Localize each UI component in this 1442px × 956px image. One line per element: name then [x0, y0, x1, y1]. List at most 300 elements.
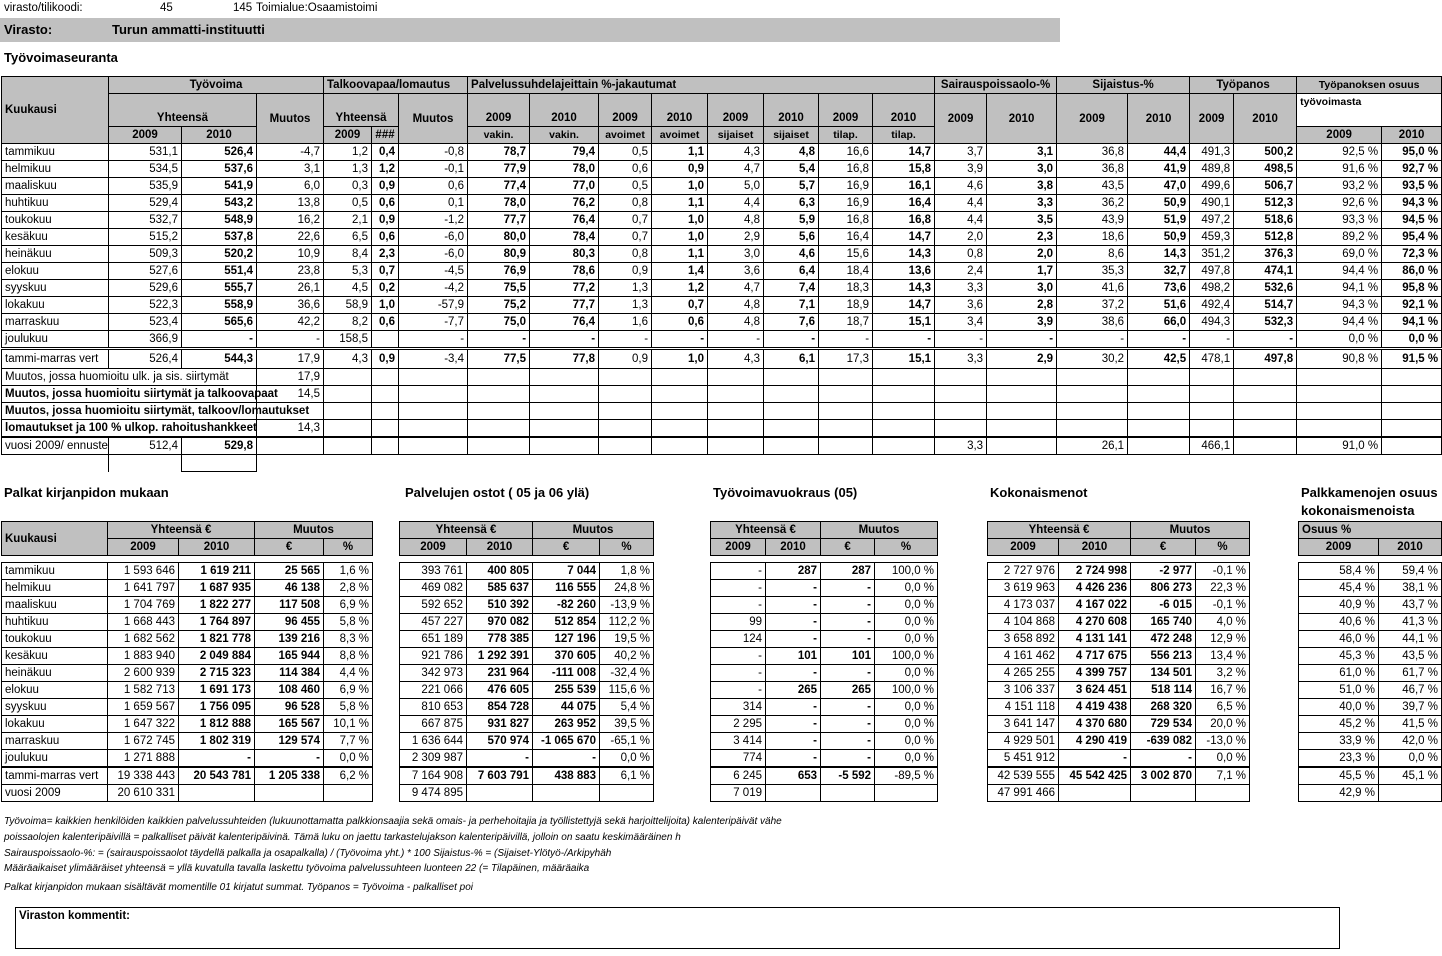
- empty-cell: [1196, 785, 1250, 802]
- year-header: 2009: [599, 94, 652, 127]
- talkoo-muutos-header: Muutos: [399, 94, 468, 144]
- value-cell: 78,0: [530, 161, 599, 178]
- value-cell: 1 636 644: [400, 733, 467, 750]
- value-cell: 541,9: [182, 178, 257, 195]
- month-row: [1299, 597, 1442, 614]
- value-cell: 38,1 %: [1379, 580, 1442, 597]
- value-cell: 4 104 868: [988, 614, 1059, 631]
- value-cell: 16,8: [819, 161, 873, 178]
- month-row: [711, 682, 938, 699]
- value-cell: 523,4: [109, 314, 182, 331]
- value-cell: -: [764, 331, 819, 349]
- empty-cell: [1059, 785, 1131, 802]
- sijaiset-header: sijaiset: [708, 127, 764, 144]
- value-cell: 23,8: [257, 263, 324, 280]
- value-cell: 494,3: [1190, 314, 1234, 331]
- value-cell: 0,6: [372, 229, 399, 246]
- month-cell: marraskuu: [2, 733, 108, 750]
- value-cell: -: [652, 331, 708, 349]
- value-cell: 15,1: [873, 314, 935, 331]
- footnote-2: poissaolojen kalenteripäivillä = palkalliset päivät kalenteripäivinä. Tämä luku on jaettu tarkastelujakson kalenteripäivillä, jolloin on saatu keskimääräinen h: [4, 832, 681, 843]
- value-cell: 0,5: [599, 144, 652, 161]
- value-cell: 44,1 %: [1379, 631, 1442, 648]
- value-cell: -: [467, 750, 533, 768]
- value-cell: 92,1 %: [1382, 297, 1442, 314]
- header-row: [988, 539, 1250, 556]
- value-cell: 0,8: [599, 246, 652, 263]
- value-cell: -: [711, 648, 766, 665]
- empty-cell: [819, 403, 873, 420]
- vakin-header: vakin.: [530, 127, 599, 144]
- value-cell: 535,9: [109, 178, 182, 195]
- value-cell: 0,5: [599, 178, 652, 195]
- value-cell: 4 265 255: [988, 665, 1059, 682]
- value-cell: 16,8: [873, 212, 935, 229]
- value-cell: 19,5 %: [600, 631, 654, 648]
- empty-cell: [766, 785, 821, 802]
- value-cell: -4,7: [257, 144, 324, 161]
- month-row: [711, 648, 938, 665]
- footnote-3: Sairauspoissaolo-%: = (sairauspoissaolot täydellä palkalla ja osapalkalla) / (Työvoima yht.) * 100 Sijaistus-% = (Sijaiset-Ylötyö-/Arkipyhäh: [4, 848, 612, 859]
- value-cell: 78,0: [468, 195, 530, 212]
- empty-cell: [599, 403, 652, 420]
- value-cell: 515,2: [109, 229, 182, 246]
- empty-cell: [324, 369, 372, 386]
- agency-bar: [0, 18, 1060, 42]
- empty-cell: [875, 785, 938, 802]
- value-cell: -: [766, 699, 821, 716]
- value-cell: 548,9: [182, 212, 257, 229]
- value-cell: 40,6 %: [1299, 614, 1379, 631]
- value-cell: 30,2: [1057, 349, 1128, 369]
- value-cell: -: [468, 331, 530, 349]
- empty-cell: [1128, 403, 1190, 420]
- total-row: [1299, 767, 1442, 785]
- total-cell: 6 245: [711, 767, 766, 785]
- month-row: [400, 614, 654, 631]
- total-row: [400, 767, 654, 785]
- total-cell: 3 002 870: [1131, 767, 1196, 785]
- value-cell: 4,7: [708, 161, 764, 178]
- header-row: [988, 522, 1250, 539]
- value-cell: 509,3: [109, 246, 182, 263]
- value-cell: 520,2: [182, 246, 257, 263]
- value-cell: 0,6: [372, 195, 399, 212]
- empty-cell: [467, 785, 533, 802]
- value-cell: 72,3 %: [1382, 246, 1442, 263]
- year-header: 2009: [988, 539, 1059, 556]
- value-cell: 0,0 %: [875, 733, 938, 750]
- value-cell: -: [821, 580, 875, 597]
- value-cell: 0,6: [599, 161, 652, 178]
- value-cell: 0,5: [324, 195, 372, 212]
- empty-cell: [1234, 369, 1297, 386]
- value-cell: 115,6 %: [600, 682, 654, 699]
- value-cell: 537,8: [182, 229, 257, 246]
- year-row: [988, 785, 1250, 802]
- empty-cell: [1128, 437, 1190, 455]
- value-cell: 544,3: [182, 349, 257, 369]
- empty-cell: [652, 437, 708, 455]
- month-row: [988, 614, 1250, 631]
- value-cell: 134 501: [1131, 665, 1196, 682]
- value-cell: 16,4: [819, 229, 873, 246]
- value-cell: 1,0: [372, 297, 399, 314]
- value-cell: 94,3 %: [1297, 297, 1382, 314]
- value-cell: 73,6: [1128, 280, 1190, 297]
- month-cell: toukokuu: [2, 631, 108, 648]
- code-line: [0, 0, 1060, 16]
- value-cell: 512,3: [1234, 195, 1297, 212]
- pct-header: %: [600, 539, 654, 556]
- value-cell: 1 821 778: [179, 631, 255, 648]
- empty-cell: [819, 386, 873, 403]
- comments-label: Viraston kommentit:: [19, 910, 130, 922]
- value-cell: 3 641 147: [988, 716, 1059, 733]
- year-header: 2009: [1299, 539, 1379, 556]
- value-cell: 537,6: [182, 161, 257, 178]
- value-cell: 366,9: [109, 331, 182, 349]
- month-row: [711, 614, 938, 631]
- value-cell: 77,7: [530, 297, 599, 314]
- forecast-sijaistus: 26,1: [1057, 437, 1128, 455]
- empty-cell: [873, 420, 935, 438]
- month-cell: tammi-marras vert: [2, 349, 109, 369]
- header-row: [711, 522, 938, 539]
- talkoo-header: Talkoovapaa/lomautus: [324, 77, 468, 94]
- value-cell: 1,0: [652, 229, 708, 246]
- value-cell: 3,3: [987, 195, 1057, 212]
- empty-cell: [530, 403, 599, 420]
- value-cell: 500,2: [1234, 144, 1297, 161]
- value-cell: 3,6: [708, 263, 764, 280]
- month-row: [1299, 648, 1442, 665]
- value-cell: 13,6: [873, 263, 935, 280]
- year-header: 2009: [468, 94, 530, 127]
- month-row: [400, 580, 654, 597]
- value-cell: 532,6: [1234, 280, 1297, 297]
- yhteensa-header: Yhteensä €: [108, 522, 255, 539]
- comments-box[interactable]: [15, 907, 1340, 949]
- value-cell: 39,5 %: [600, 716, 654, 733]
- month-row: [2, 144, 1442, 161]
- value-cell: 370 605: [533, 648, 600, 665]
- value-cell: 18,4: [819, 263, 873, 280]
- value-cell: -: [766, 597, 821, 614]
- empty-cell: [182, 455, 257, 472]
- value-cell: 1,1: [652, 144, 708, 161]
- palkat-title: Palkat kirjanpidon mukaan: [4, 485, 169, 500]
- value-cell: 93,2 %: [1297, 178, 1382, 195]
- value-cell: 165 944: [255, 648, 324, 665]
- value-cell: 0,0 %: [600, 750, 654, 768]
- yhteensa-header: Yhteensä €: [711, 522, 821, 539]
- value-cell: 90,8 %: [1297, 349, 1382, 369]
- month-row: [400, 563, 654, 580]
- empty-cell: [372, 386, 399, 403]
- value-cell: 4 270 608: [1059, 614, 1131, 631]
- value-cell: -: [1057, 331, 1128, 349]
- value-cell: 0,2: [372, 280, 399, 297]
- value-cell: 100,0 %: [875, 563, 938, 580]
- year-header: 2009: [935, 94, 987, 144]
- note-label: lomautukset ja 100 % ulkop. rahoitushankkeet: [2, 420, 257, 438]
- value-cell: 4 151 118: [988, 699, 1059, 716]
- year-header: 2009: [708, 94, 764, 127]
- value-cell: 92,7 %: [1382, 161, 1442, 178]
- total-cell: 7 603 791: [467, 767, 533, 785]
- value-cell: 0,0 %: [875, 597, 938, 614]
- value-cell: 2,3: [372, 246, 399, 263]
- value-cell: 50,9: [1128, 229, 1190, 246]
- month-row: [2, 631, 373, 648]
- value-cell: 4,8: [708, 297, 764, 314]
- value-cell: -: [711, 597, 766, 614]
- empty-cell: [1128, 369, 1190, 386]
- empty-cell: [1234, 420, 1297, 438]
- value-cell: 551,4: [182, 263, 257, 280]
- value-cell: -: [766, 750, 821, 768]
- value-cell: 2,4: [935, 263, 987, 280]
- value-cell: 497,2: [1190, 212, 1234, 229]
- value-cell: 4 399 757: [1059, 665, 1131, 682]
- value-cell: 921 786: [400, 648, 467, 665]
- value-cell: 0,0 %: [875, 716, 938, 733]
- year-label: vuosi 2009: [2, 785, 108, 802]
- value-cell: 1 582 713: [108, 682, 179, 699]
- month-row: [2, 665, 373, 682]
- value-cell: 76,2: [530, 195, 599, 212]
- month-row: [400, 665, 654, 682]
- month-row: [1299, 750, 1442, 768]
- value-cell: -: [711, 665, 766, 682]
- empty-cell: [1382, 403, 1442, 420]
- value-cell: 0,0 %: [875, 665, 938, 682]
- value-cell: 23,3 %: [1299, 750, 1379, 768]
- value-cell: 490,1: [1190, 195, 1234, 212]
- value-cell: -: [1190, 331, 1234, 349]
- empty-cell: [1382, 420, 1442, 438]
- month-row: [2, 682, 373, 699]
- value-cell: 94,4 %: [1297, 263, 1382, 280]
- empty-cell: [1190, 403, 1234, 420]
- value-cell: 651 189: [400, 631, 467, 648]
- value-cell: 165 567: [255, 716, 324, 733]
- value-cell: -0,8: [399, 144, 468, 161]
- value-cell: -: [987, 331, 1057, 349]
- value-cell: 459,3: [1190, 229, 1234, 246]
- value-cell: 5,9: [764, 212, 819, 229]
- value-cell: 810 653: [400, 699, 467, 716]
- year-header: 2009: [819, 94, 873, 127]
- total-cell: -5 592: [821, 767, 875, 785]
- empty-cell: [821, 785, 875, 802]
- year-header: 2009: [324, 127, 372, 144]
- empty-cell: [1057, 403, 1128, 420]
- value-cell: 6,5 %: [1196, 699, 1250, 716]
- value-cell: 263 952: [533, 716, 600, 733]
- value-cell: 78,7: [468, 144, 530, 161]
- value-cell: 1 764 897: [179, 614, 255, 631]
- total-cell: 45 542 425: [1059, 767, 1131, 785]
- total-cell: 438 883: [533, 767, 600, 785]
- value-cell: 592 652: [400, 597, 467, 614]
- month-row: [988, 597, 1250, 614]
- empty-cell: [530, 437, 599, 455]
- value-cell: 1,1: [652, 246, 708, 263]
- value-cell: 39,7 %: [1379, 699, 1442, 716]
- empty-cell: [1057, 369, 1128, 386]
- value-cell: 531,1: [109, 144, 182, 161]
- muutos-header: Muutos: [821, 522, 938, 539]
- month-row: [400, 682, 654, 699]
- value-cell: 1,2: [652, 280, 708, 297]
- muutos-header: Muutos: [1131, 522, 1250, 539]
- month-cell: tammikuu: [2, 563, 108, 580]
- value-cell: 10,1 %: [324, 716, 373, 733]
- value-cell: 0,7: [599, 212, 652, 229]
- value-cell: -: [821, 597, 875, 614]
- value-cell: 0,3: [324, 178, 372, 195]
- value-cell: 778 385: [467, 631, 533, 648]
- month-row: [2, 597, 373, 614]
- value-cell: 1,2: [372, 161, 399, 178]
- month-row: [1299, 631, 1442, 648]
- month-row: [711, 733, 938, 750]
- value-cell: 16,9: [819, 178, 873, 195]
- month-cell: heinäkuu: [2, 246, 109, 263]
- empty-cell: [987, 369, 1057, 386]
- year-header: 2010: [1059, 539, 1131, 556]
- value-cell: 2,0: [987, 246, 1057, 263]
- empty-cell: [764, 386, 819, 403]
- year-value: 47 991 466: [988, 785, 1059, 802]
- value-cell: 40,0 %: [1299, 699, 1379, 716]
- value-cell: 4 131 141: [1059, 631, 1131, 648]
- year-header: 2009: [400, 539, 467, 556]
- value-cell: 526,4: [182, 144, 257, 161]
- value-cell: 75,0: [468, 314, 530, 331]
- value-cell: -: [711, 563, 766, 580]
- value-cell: 0,0 %: [324, 750, 373, 768]
- empty-cell: [873, 369, 935, 386]
- value-cell: -: [819, 331, 873, 349]
- value-cell: 77,5: [468, 349, 530, 369]
- value-cell: -6 015: [1131, 597, 1196, 614]
- value-cell: 4,4: [708, 195, 764, 212]
- value-cell: 4,4: [935, 212, 987, 229]
- value-cell: -: [399, 331, 468, 349]
- value-cell: -: [821, 631, 875, 648]
- value-cell: 527,6: [109, 263, 182, 280]
- value-cell: 58,9: [324, 297, 372, 314]
- value-cell: 1 271 888: [108, 750, 179, 768]
- value-cell: 40,2 %: [600, 648, 654, 665]
- value-cell: 96 455: [255, 614, 324, 631]
- year-header: 2010: [179, 539, 255, 556]
- month-cell: helmikuu: [2, 161, 109, 178]
- pct-header: %: [875, 539, 938, 556]
- value-cell: 10,9: [257, 246, 324, 263]
- empty-cell: [372, 403, 399, 420]
- month-row: [400, 750, 654, 768]
- value-cell: 46,7 %: [1379, 682, 1442, 699]
- value-cell: 1,0: [652, 178, 708, 195]
- year-row: [400, 785, 654, 802]
- value-cell: 4 370 680: [1059, 716, 1131, 733]
- value-cell: 3,9: [935, 161, 987, 178]
- value-cell: 4,6: [935, 178, 987, 195]
- note-label: Muutos, jossa huomioitu ulk. ja sis. siirtymät: [2, 369, 257, 386]
- eur-header: €: [533, 539, 600, 556]
- value-cell: -: [711, 682, 766, 699]
- empty-cell: [708, 386, 764, 403]
- forecast-2010: 529,8: [182, 437, 257, 455]
- value-cell: 16,7 %: [1196, 682, 1250, 699]
- value-cell: 42,2: [257, 314, 324, 331]
- value-cell: -: [182, 331, 257, 349]
- month-row: [2, 648, 373, 665]
- value-cell: 565,6: [182, 314, 257, 331]
- month-cell: syyskuu: [2, 699, 108, 716]
- empty-cell: [1382, 369, 1442, 386]
- month-row: [2, 750, 373, 768]
- empty-cell: [1131, 785, 1196, 802]
- value-cell: 93,5 %: [1382, 178, 1442, 195]
- total-cell: -89,5 %: [875, 767, 938, 785]
- month-row: [988, 682, 1250, 699]
- empty-cell: [2, 455, 109, 472]
- value-cell: 44 075: [533, 699, 600, 716]
- value-cell: 77,9: [468, 161, 530, 178]
- note-row: [2, 386, 1442, 403]
- value-cell: 729 534: [1131, 716, 1196, 733]
- value-cell: 95,8 %: [1382, 280, 1442, 297]
- value-cell: -: [1059, 750, 1131, 768]
- empty-cell: [1234, 386, 1297, 403]
- value-cell: 1 822 277: [179, 597, 255, 614]
- year-header: 2010: [766, 539, 821, 556]
- osuus-sub-header: työvoimasta: [1297, 94, 1442, 127]
- value-cell: 1 691 173: [179, 682, 255, 699]
- month-row: [988, 631, 1250, 648]
- value-cell: -1,2: [399, 212, 468, 229]
- month-row: [2, 614, 373, 631]
- value-cell: 0,9: [599, 349, 652, 369]
- value-cell: 3,2 %: [1196, 665, 1250, 682]
- value-cell: 0,7: [652, 297, 708, 314]
- value-cell: 2 724 998: [1059, 563, 1131, 580]
- value-cell: 506,7: [1234, 178, 1297, 195]
- value-cell: 1,3: [324, 161, 372, 178]
- value-cell: 2,8 %: [324, 580, 373, 597]
- total-cell: 6,2 %: [324, 767, 373, 785]
- month-row: [2, 331, 1442, 349]
- empty-cell: [600, 785, 654, 802]
- empty-cell: [1297, 420, 1382, 438]
- empty-cell: [1382, 437, 1442, 455]
- forecast-sairaus: 3,3: [935, 437, 987, 455]
- value-cell: -: [935, 331, 987, 349]
- value-cell: 8,6: [1057, 246, 1128, 263]
- empty-cell: [468, 369, 530, 386]
- note-label: Muutos, jossa huomioitu siirtymät ja talkoovapaat: [2, 386, 257, 403]
- koko-title: Kokonaismenot: [990, 485, 1088, 500]
- month-row: [2, 733, 373, 750]
- year-header: 2010: [652, 94, 708, 127]
- value-cell: 94,1 %: [1297, 280, 1382, 297]
- palvelut-table: [399, 521, 654, 802]
